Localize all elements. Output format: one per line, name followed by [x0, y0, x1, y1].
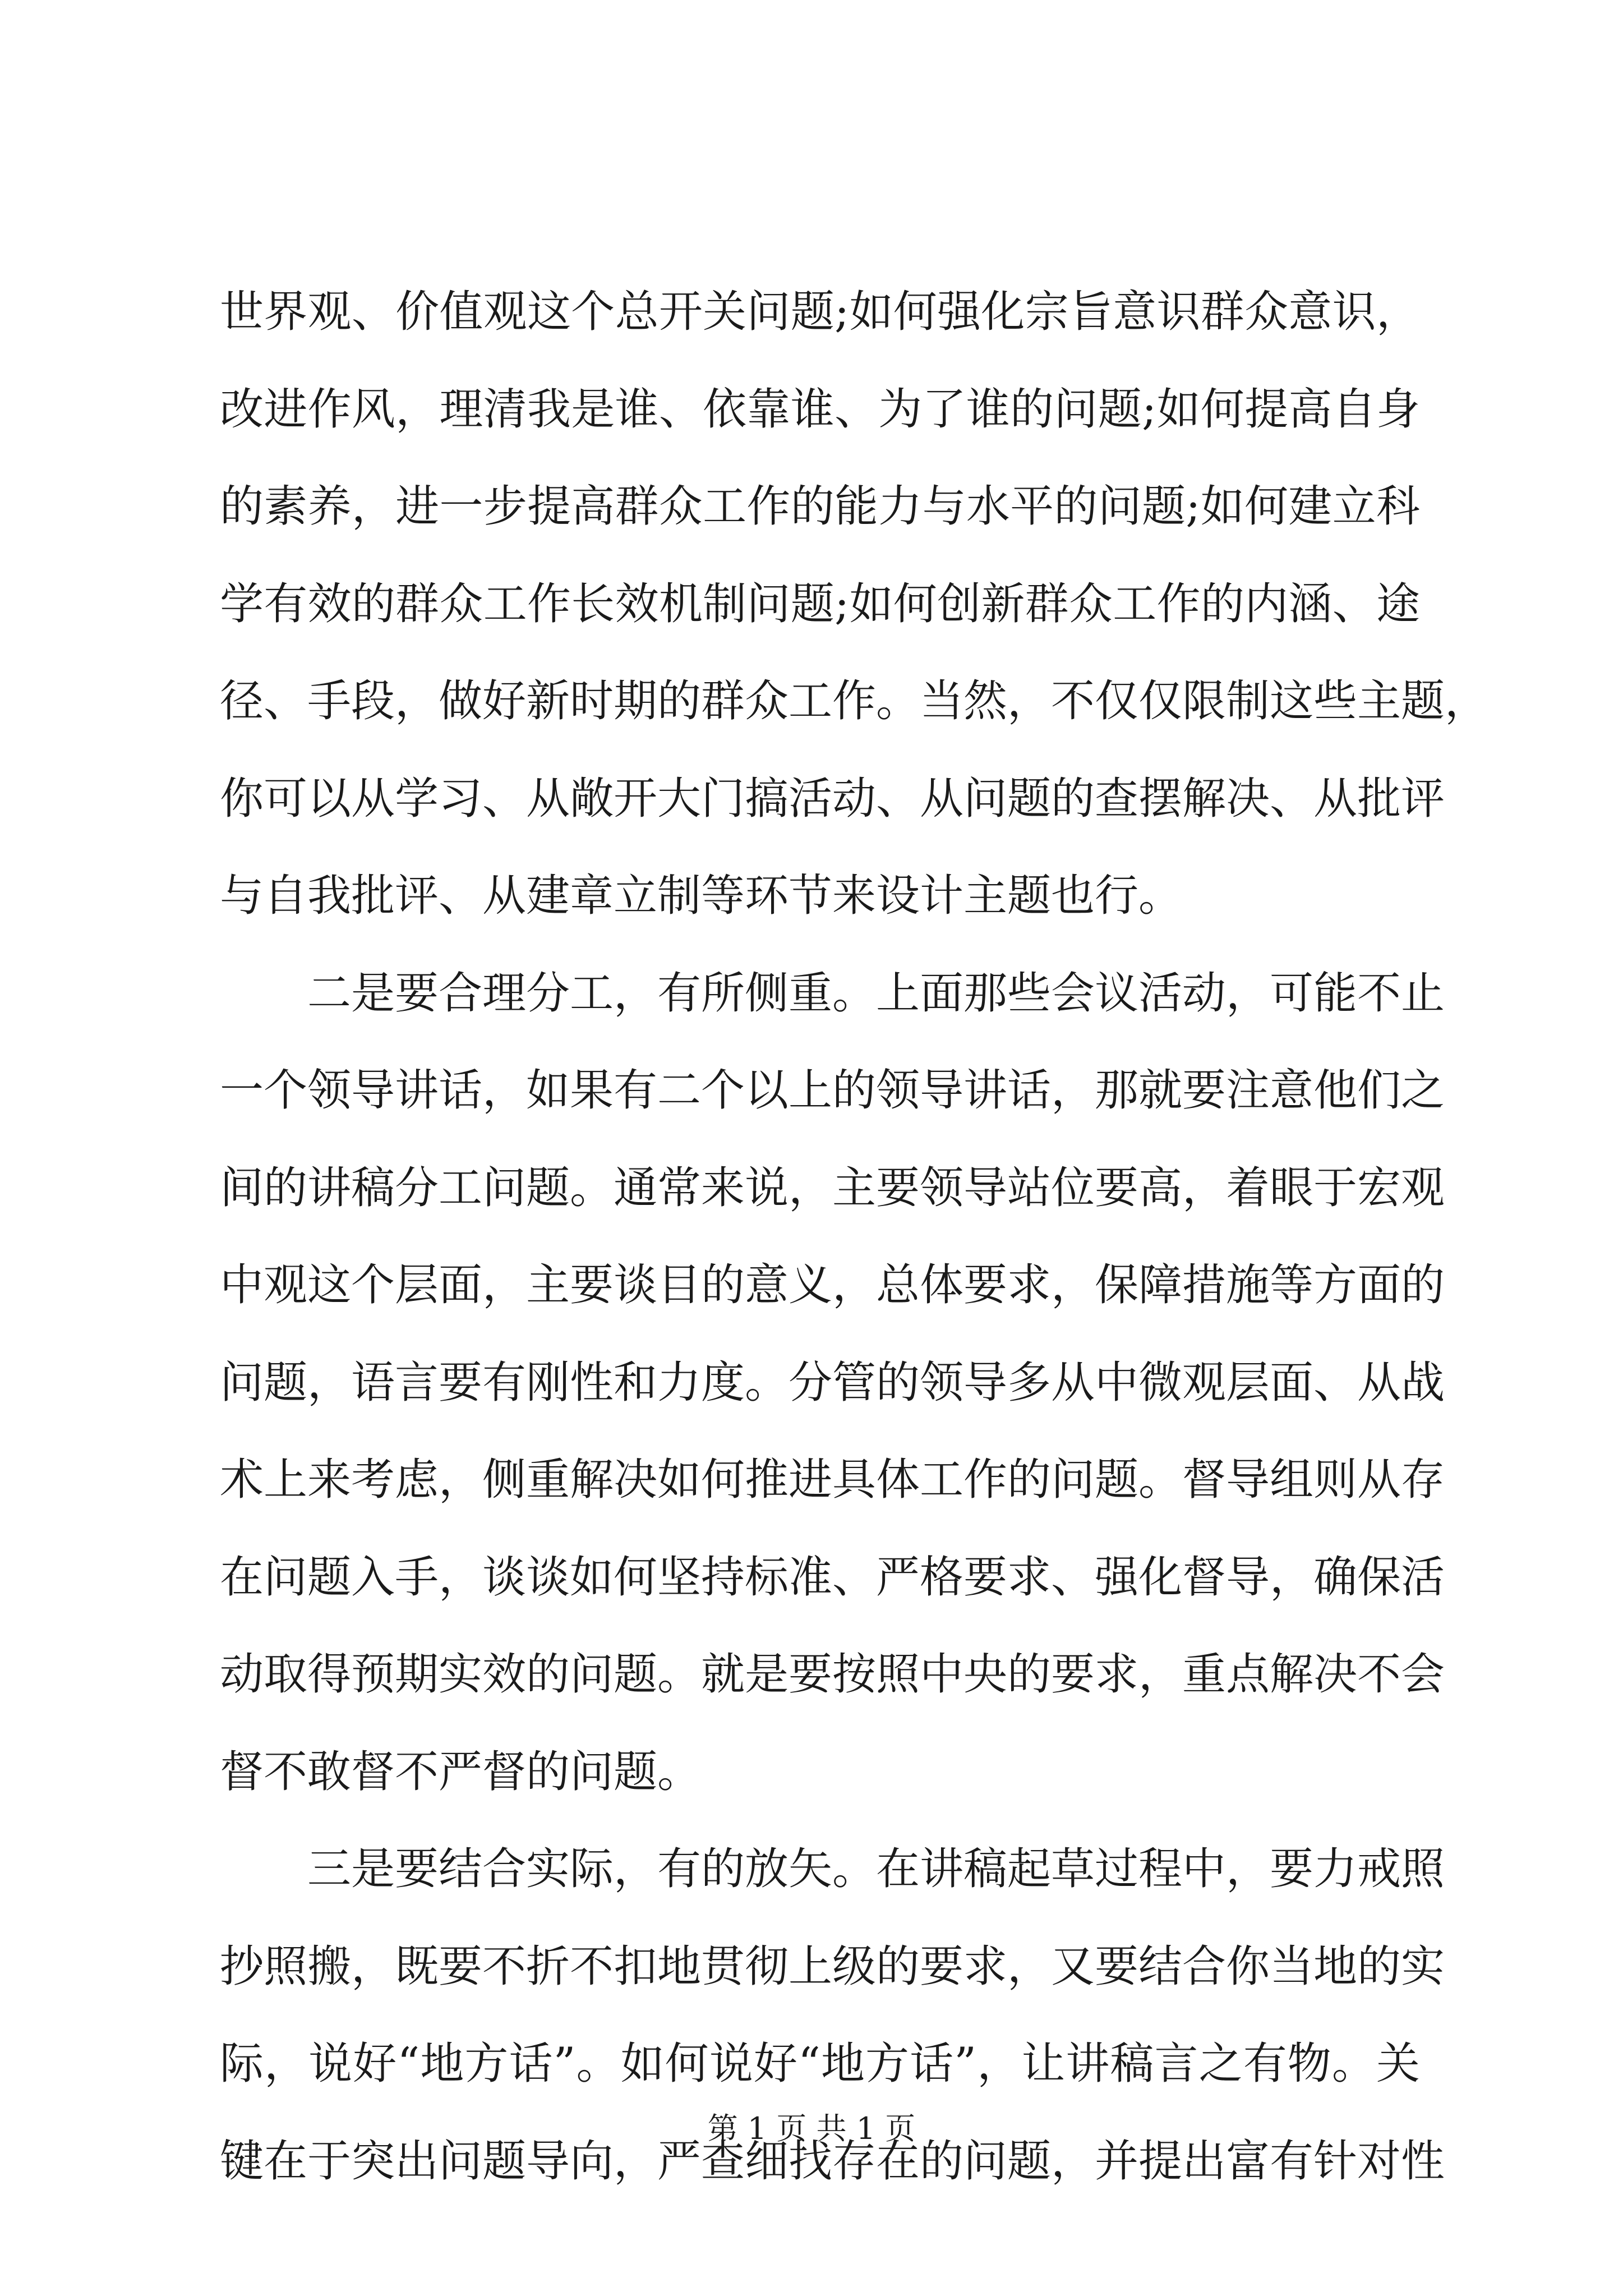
- page-number: 第 1 页 共 1 页: [707, 2111, 916, 2146]
- text-line: 术上来考虑，侧重解决如何推进具体工作的问题。督导组则从存: [220, 1455, 1445, 1505]
- text-line: 际，说好“地方话”。如何说好“地方话”，让讲稿言之有物。关: [220, 2039, 1420, 2089]
- text-line: 在问题入手，谈谈如何坚持标准、严格要求、强化督导，确保活: [220, 1552, 1445, 1603]
- page-footer: [0, 2105, 1623, 2148]
- text-line: 与自我批评、从建章立制等环节来设计主题也行。: [220, 871, 1183, 921]
- text-line: 学有效的群众工作长效机制问题;如何创新群众工作的内涵、途: [220, 578, 1420, 629]
- text-line: 间的讲稿分工问题。通常来说，主要领导站位要高，着眼于宏观: [220, 1162, 1445, 1213]
- text-line: 改进作风，理清我是谁、依靠谁、为了谁的问题;如何提高自身: [220, 384, 1420, 435]
- text-line: 你可以从学习、从敞开大门搞活动、从问题的查摆解决、从批评: [220, 773, 1445, 824]
- body-text: [220, 264, 1489, 2210]
- text-line: 抄照搬，既要不折不扣地贯彻上级的要求，又要结合你当地的实: [220, 1941, 1445, 1992]
- text-line: 键在于突出问题导向，严查细找存在的问题，并提出富有针对性: [220, 2136, 1445, 2187]
- text-line: 世界观、价值观这个总开关问题;如何强化宗旨意识群众意识，: [220, 287, 1420, 337]
- text-line: 的素养，进一步提高群众工作的能力与水平的问题;如何建立科: [220, 481, 1420, 532]
- text-line: 径、手段，做好新时期的群众工作。当然，不仅仅限制这些主题，: [220, 676, 1489, 726]
- text-line: 中观这个层面，主要谈目的意义，总体要求，保障措施等方面的: [220, 1260, 1445, 1310]
- text-line: 三是要结合实际，有的放矢。在讲稿起草过程中，要力戒照: [307, 1844, 1445, 1894]
- text-line: 动取得预期实效的问题。就是要按照中央的要求，重点解决不会: [220, 1649, 1445, 1700]
- text-line: 问题，语言要有刚性和力度。分管的领导多从中微观层面、从战: [220, 1357, 1445, 1408]
- text-line: 督不敢督不严督的问题。: [220, 1746, 702, 1797]
- text-line: 一个领导讲话，如果有二个以上的领导讲话，那就要注意他们之: [220, 1065, 1445, 1116]
- text-line: 二是要合理分工，有所侧重。上面那些会议活动，可能不止: [307, 968, 1445, 1019]
